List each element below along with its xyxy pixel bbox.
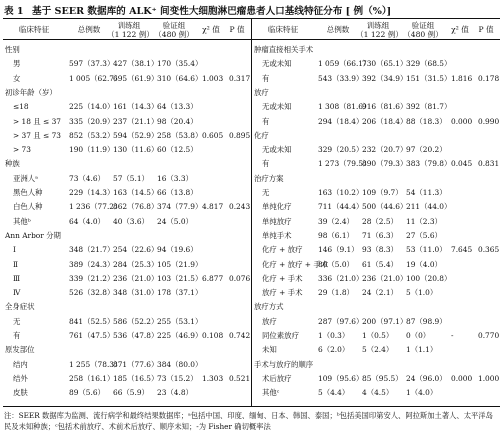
cell-train: 200（97.1）: [362, 316, 408, 326]
row-label: 白色人种: [13, 202, 43, 212]
header-feature: 临床特征: [267, 25, 299, 34]
cell-valid: 87（98.9）: [406, 316, 447, 326]
cell-total: 258（16.1）: [69, 373, 115, 383]
cell-total: 229（14.3）: [69, 188, 115, 197]
header-train: 训练组: [366, 21, 390, 30]
cell-train: 916（81.6）: [362, 102, 408, 112]
cell-train: 536（47.8）: [113, 331, 159, 340]
cell-total: 329（20.5）: [318, 145, 364, 155]
cell-valid: 225（46.9）: [157, 331, 203, 340]
header-valid: 验证组: [411, 21, 435, 30]
cell-valid: 19（4.0）: [406, 259, 442, 269]
header-chi: χ² 值: [202, 25, 220, 34]
row-label: 黑色人种: [13, 188, 43, 197]
row-label: 单纯放疗: [262, 216, 292, 226]
cell-train: 1（0.5）: [362, 331, 394, 340]
cell-train: 85（95.5）: [362, 373, 403, 383]
cell-total: 163（10.2）: [318, 188, 364, 197]
header-p: P 值: [229, 25, 245, 34]
cell-p: 0.770: [478, 331, 500, 340]
cell-total: 841（52.5）: [69, 316, 115, 326]
cell-p: 0.317: [229, 73, 251, 83]
cell-total: 526（32.8）: [69, 288, 115, 298]
cell-valid: 66（13.8）: [157, 188, 198, 197]
row-label: 单纯手术: [262, 230, 292, 240]
table-title: [0, 3, 503, 17]
cell-p: 0.990: [478, 116, 500, 126]
cell-total: 711（44.4）: [318, 202, 364, 212]
cell-train: 586（52.2）: [113, 316, 159, 326]
cell-p: 0.243: [229, 202, 251, 212]
cell-valid: 24（5.0）: [157, 216, 193, 226]
cell-valid: 0（0）: [406, 331, 431, 340]
cell-total: 80（5.0）: [318, 259, 354, 269]
cell-valid: 1（4.0）: [406, 388, 438, 398]
cell-valid: 73（15.2）: [157, 373, 198, 383]
cell-total: 29（1.8）: [318, 288, 354, 298]
cell-train: 28（2.5）: [362, 216, 398, 226]
row-label: 无或未知: [262, 59, 292, 69]
cell-total: 190（11.9）: [69, 145, 115, 155]
cell-total: 348（21.7）: [69, 245, 115, 255]
cell-train: 57（5.1）: [113, 173, 149, 183]
row-label: > 73: [13, 145, 31, 155]
cell-total: 1 255（78.3）: [69, 359, 122, 369]
row-label: 化疗 + 手术: [262, 273, 303, 283]
row-label: > 37 且 ≤ 73: [13, 130, 61, 140]
cell-p: 1.000: [478, 373, 500, 383]
cell-valid: 11（2.3）: [406, 216, 442, 226]
cell-train: 163（14.5）: [113, 188, 159, 197]
cell-train: 871（77.6）: [113, 359, 159, 369]
cell-train: 66（5.9）: [113, 388, 149, 398]
cell-p: 0.365: [478, 245, 500, 255]
header-p: P 值: [478, 25, 494, 34]
cell-train: 5（2.4）: [362, 345, 394, 355]
row-label: Ⅱ: [13, 259, 19, 269]
cell-chi: 7.645: [451, 245, 473, 255]
cell-chi: 0.045: [451, 159, 473, 169]
cell-train: 130（11.6）: [113, 145, 159, 155]
row-label: ≤18: [13, 102, 29, 112]
cell-valid: 27（5.6）: [406, 230, 442, 240]
group-label: 性别: [5, 45, 20, 54]
row-label: 放疗: [262, 316, 277, 326]
cell-total: 287（97.6）: [318, 316, 364, 326]
cell-train: 24（2.1）: [362, 288, 398, 298]
group-label: 全身症状: [5, 302, 35, 312]
cell-valid: 5（1.0）: [406, 288, 438, 298]
row-label: 有: [262, 116, 270, 126]
row-label: 化疗 + 放疗: [262, 245, 303, 255]
cell-train: 594（52.9）: [113, 130, 159, 140]
cell-train: 730（65.1）: [362, 59, 408, 69]
cell-train: 392（34.9）: [362, 73, 408, 83]
cell-valid: 100（20.8）: [406, 273, 452, 283]
row-label: 无或未知: [262, 102, 292, 112]
cell-chi: 1.003: [202, 73, 224, 83]
center-divider: [251, 18, 252, 406]
cell-total: 146（9.1）: [318, 245, 359, 255]
header-chi: χ² 值: [451, 25, 469, 34]
group-label: Ann Arbor 分期: [5, 230, 61, 240]
row-label: > 18 且 ≤ 37: [13, 116, 61, 126]
table-caption: 基于 SEER 数据库的 ALK⁺ 间变性大细胞淋巴瘤患者人口基线特征分布 [ 例（%）]: [32, 6, 392, 17]
group-label: 原发部位: [5, 345, 35, 355]
row-label: 结内: [13, 359, 28, 369]
cell-total: 761（47.5）: [69, 331, 115, 340]
cell-p: 0.831: [478, 159, 500, 169]
cell-total: 389（24.3）: [69, 259, 115, 269]
cell-valid: 23（4.8）: [157, 388, 193, 398]
cell-train: 4（4.5）: [362, 388, 394, 398]
cell-total: 1 236（77.2）: [69, 202, 122, 212]
cell-total: 294（18.4）: [318, 116, 364, 126]
header-train: 训练组: [117, 21, 141, 30]
cell-total: 1（0.3）: [318, 331, 350, 340]
row-label: 无: [13, 316, 21, 326]
row-label: 其他ᵇ: [13, 216, 31, 226]
row-label: 无: [262, 188, 270, 197]
table-number: 表 1: [4, 6, 24, 17]
cell-chi: -: [451, 331, 454, 340]
cell-total: 6（2.0）: [318, 345, 350, 355]
cell-valid: 53（11.0）: [406, 245, 447, 255]
header-feature: 临床特征: [18, 25, 50, 34]
cell-chi: 1.303: [202, 373, 224, 383]
cell-valid: 384（80.0）: [157, 359, 203, 369]
header-train-n: （1 122 例）: [107, 30, 154, 39]
row-label: 男: [13, 59, 21, 69]
cell-train: 71（6.3）: [362, 230, 398, 240]
cell-train: 237（21.1）: [113, 116, 159, 126]
cell-chi: 4.817: [202, 202, 224, 212]
cell-train: 862（76.8）: [113, 202, 159, 212]
header-train-n: （1 122 例）: [356, 30, 403, 39]
row-label: 未知: [262, 345, 277, 355]
cell-total: 336（21.0）: [318, 273, 364, 283]
cell-valid: 98（20.4）: [157, 116, 198, 126]
row-label: 皮肤: [13, 388, 28, 398]
group-label: 种族: [5, 159, 20, 169]
cell-valid: 383（79.8）: [406, 159, 452, 169]
cell-p: 0.178: [478, 73, 500, 83]
cell-valid: 24（96.0）: [406, 373, 447, 383]
cell-valid: 105（21.9）: [157, 259, 203, 269]
cell-train: 61（5.4）: [362, 259, 398, 269]
cell-total: 89（5.6）: [69, 388, 105, 398]
cell-train: 695（61.9）: [113, 73, 159, 83]
cell-valid: 16（3.3）: [157, 173, 193, 183]
cell-total: 1 273（79.5）: [318, 159, 371, 169]
cell-valid: 60（12.5）: [157, 145, 198, 155]
group-label: 肿瘤直接相关手术: [254, 45, 314, 54]
row-label: 女: [13, 73, 21, 83]
cell-train: 236（21.0）: [362, 273, 408, 283]
cell-train: 40（3.6）: [113, 216, 149, 226]
cell-train: 109（9.7）: [362, 188, 403, 197]
row-label: 无或未知: [262, 145, 292, 155]
cell-chi: 6.877: [202, 273, 224, 283]
cell-valid: 151（31.5）: [406, 73, 452, 83]
cell-valid: 374（77.9）: [157, 202, 203, 212]
cell-chi: 0.000: [451, 373, 473, 383]
cell-train: 427（38.1）: [113, 59, 159, 69]
cell-valid: 54（11.3）: [406, 188, 447, 197]
cell-p: 0.742: [229, 331, 251, 340]
cell-train: 890（79.3）: [362, 159, 408, 169]
cell-chi: 0.108: [202, 331, 224, 340]
row-label: 术后放疗: [262, 373, 292, 383]
cell-train: 161（14.3）: [113, 102, 159, 112]
cell-total: 5（4.4）: [318, 388, 350, 398]
group-label: 放疗: [254, 87, 269, 97]
cell-valid: 392（81.7）: [406, 102, 452, 112]
row-label: 结外: [13, 373, 28, 383]
cell-valid: 64（13.3）: [157, 102, 198, 112]
cell-valid: 1（1.1）: [406, 345, 438, 355]
cell-valid: 329（68.5）: [406, 59, 452, 69]
cell-p: 0.521: [229, 373, 251, 383]
header-total: 总例数: [326, 25, 350, 34]
cell-total: 64（4.0）: [69, 216, 105, 226]
cell-total: 335（20.9）: [69, 116, 115, 126]
cell-p: 0.076: [229, 273, 251, 283]
cell-train: 254（22.6）: [113, 245, 159, 255]
header-valid: 验证组: [162, 21, 186, 30]
cell-chi: 0.000: [451, 116, 473, 126]
cell-valid: 88（18.3）: [406, 116, 447, 126]
cell-train: 206（18.4）: [362, 116, 408, 126]
cell-valid: 103（21.5）: [157, 273, 203, 283]
cell-train: 284（25.3）: [113, 259, 159, 269]
cell-total: 339（21.2）: [69, 273, 115, 283]
cell-total: 73（4.6）: [69, 173, 105, 183]
cell-total: 225（14.0）: [69, 102, 115, 112]
cell-train: 93（8.3）: [362, 245, 398, 255]
group-label: 手术与放疗的顺序: [254, 359, 314, 369]
cell-train: 232（20.7）: [362, 145, 408, 155]
row-label: 化疗 + 放疗 + 手术: [262, 259, 329, 269]
header-valid-n: （480 例）: [154, 30, 194, 39]
cell-total: 543（33.9）: [318, 73, 364, 83]
cell-train: 236（21.0）: [113, 273, 159, 283]
cell-chi: 0.605: [202, 130, 224, 140]
group-label: 放疗方式: [254, 302, 284, 312]
group-label: 治疗方案: [254, 173, 284, 183]
row-label: 有: [262, 159, 270, 169]
row-label: 单纯化疗: [262, 202, 292, 212]
cell-valid: 94（19.6）: [157, 245, 198, 255]
row-label: 同位素放疗: [262, 331, 299, 340]
cell-valid: 178（37.1）: [157, 288, 203, 298]
row-label: Ⅲ: [13, 273, 21, 283]
cell-train: 500（44.6）: [362, 202, 408, 212]
cell-valid: 258（53.8）: [157, 130, 203, 140]
cell-total: 1 059（66.1）: [318, 59, 371, 69]
cell-valid: 211（44.0）: [406, 202, 452, 212]
cell-total: 1 005（62.7）: [69, 73, 122, 83]
header-total: 总例数: [77, 25, 101, 34]
row-label: 放疗 + 手术: [262, 288, 303, 298]
cell-total: 1 308（81.6）: [318, 102, 371, 112]
bottom-rule: [3, 406, 500, 407]
row-label: 有: [262, 73, 270, 83]
row-label: Ⅳ: [13, 288, 21, 298]
cell-valid: 97（20.2）: [406, 145, 447, 155]
cell-chi: 1.816: [451, 73, 473, 83]
cell-valid: 255（53.1）: [157, 316, 203, 326]
cell-valid: 310（64.6）: [157, 73, 203, 83]
cell-total: 98（6.1）: [318, 230, 354, 240]
cell-train: 348（31.0）: [113, 288, 159, 298]
group-label: 化疗: [254, 130, 269, 140]
cell-p: 0.895: [229, 130, 251, 140]
cell-train: 185（16.5）: [113, 373, 159, 383]
group-label: 初诊年龄（岁）: [5, 87, 57, 97]
header-valid-n: （480 例）: [403, 30, 443, 39]
row-label: 亚洲人ᵃ: [13, 173, 39, 183]
cell-valid: 170（35.4）: [157, 59, 203, 69]
row-label: 其他ᶜ: [262, 388, 280, 398]
cell-total: 852（53.2）: [69, 130, 115, 140]
cell-total: 109（95.6）: [318, 373, 364, 383]
row-label: Ⅰ: [13, 245, 16, 255]
row-label: 有: [13, 331, 21, 340]
table-footnote: 注：SEER 数据库为监测、流行病学和最终结果数据库；ᵃ包括中国、印度、缅甸、日本、韩国、泰国；ᵇ包括美国印第安人、阿拉斯加土著人、太平洋岛民及未知种族；ᶜ包括术前放疗、术前术后放疗、顺序未知；-为 Fisher 确切概率法: [4, 411, 493, 431]
cell-total: 597（37.3）: [69, 59, 115, 69]
cell-total: 39（2.4）: [318, 216, 354, 226]
